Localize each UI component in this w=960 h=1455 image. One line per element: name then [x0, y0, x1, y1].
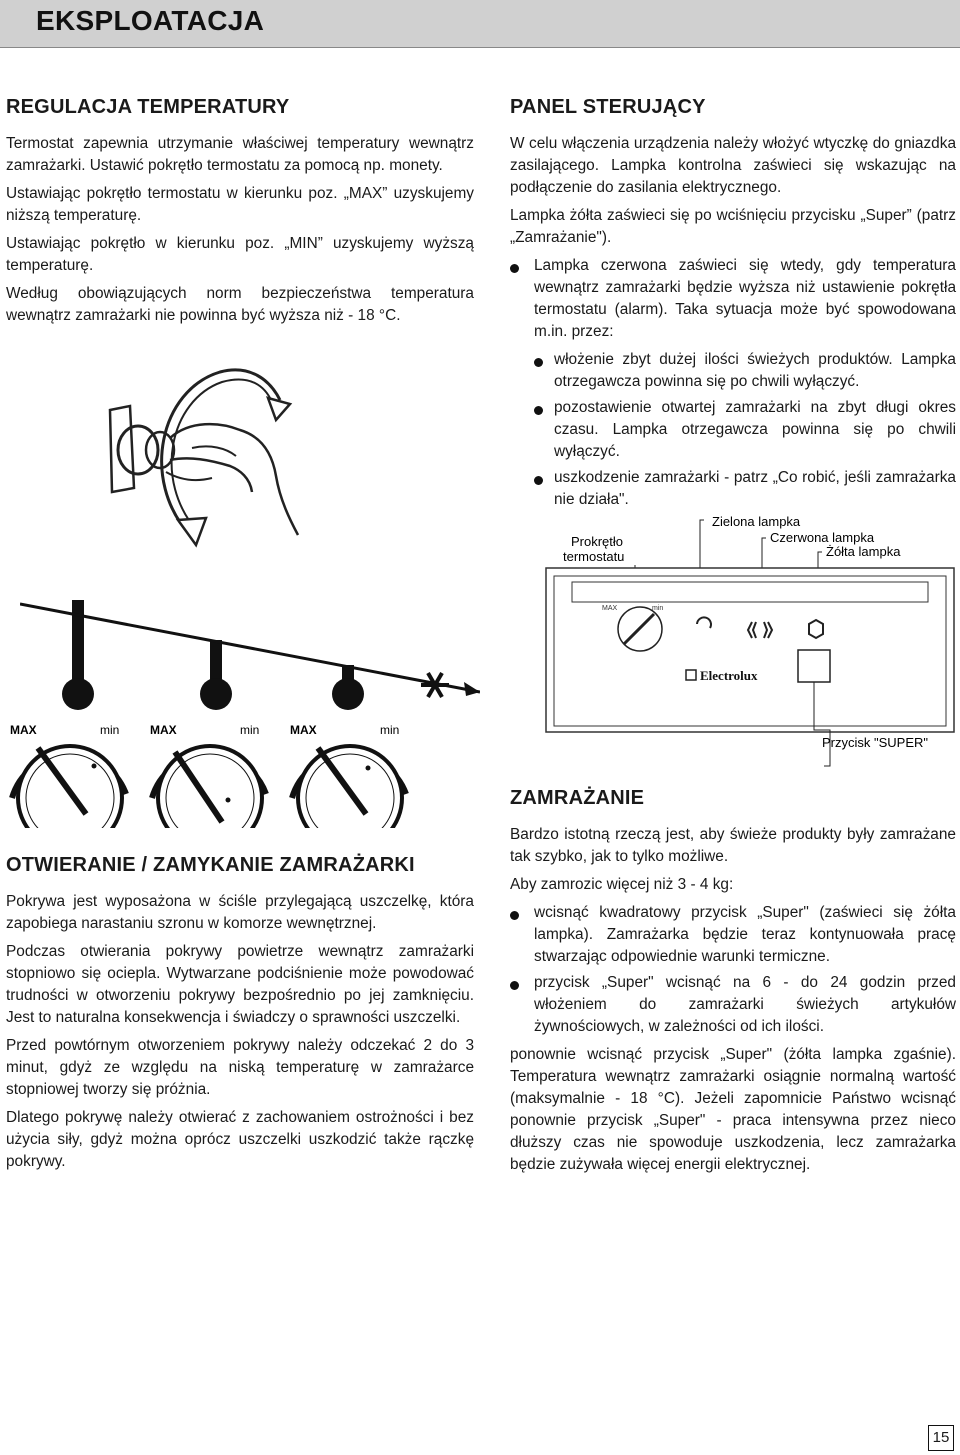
paragraph: W celu włączenia urządzenia należy włożyć wtyczkę do gniazdka zasilającego. Lampka kontrolna zaświeci się wskazując na podłączenie do zasilania elektrycznego.	[510, 135, 956, 196]
section-regulacja	[6, 96, 474, 333]
section-otwieranie	[6, 854, 474, 1179]
list-item: włożenie zbyt dużej ilości świeżych produktów. Lampka otrzegawcza powinna się po chwili wyłączyć.	[554, 349, 956, 393]
snowflake-icon	[421, 673, 449, 697]
label-thermostat: Prokrętło	[571, 534, 624, 549]
thermometer-icon	[200, 640, 232, 710]
paragraph: Dlatego pokrywę należy otwierać z zachowaniem ostrożności i bez użycia siły, gdyż można oprócz uszczelki uszkodzić także rączkę pokrywy.	[6, 1109, 474, 1170]
bullet-list	[510, 902, 956, 1038]
label-yellow-lamp: Żółta lampka	[826, 544, 901, 559]
control-panel-diagram	[540, 510, 960, 780]
thermometer-icon	[332, 665, 364, 710]
svg-text:MAX: MAX	[10, 723, 37, 737]
thermostat-dials	[0, 718, 440, 828]
svg-text:min: min	[100, 723, 120, 737]
paragraph: Bardzo istotną rzeczą jest, aby świeże produkty były zamrażane tak szybko, jak to tylko możliwe.	[510, 826, 956, 865]
svg-text:MAX: MAX	[290, 723, 317, 737]
label-thermostat: termostatu	[563, 549, 625, 564]
section-title: OTWIERANIE / ZAMYKANIE ZAMRAŻARKI	[6, 854, 415, 876]
paragraph: Ustawiając pokrętło termostatu w kierunku poz. „MAX” uzyskujemy niższą temperaturę.	[6, 185, 474, 224]
paragraph: Według obowiązujących norm bezpieczeństwa temperatura wewnątrz zamrażarki nie powinna być wyższa niż - 18 °C.	[6, 285, 474, 324]
list-item: przycisk „Super" wcisnąć na 6 - do 24 godzin przed włożeniem do zamrażarki świeżych artykułów żywnościowych, w zależności od ich ilości.	[510, 972, 956, 1038]
list-item: Lampka czerwona zaświeci się wtedy, gdy temperatura wewnątrz zamrażarki będzie wyższa niż ustawienie pokrętła termostatu (alarm). Taka sytuacja może być spowodowana m.in. przez:	[510, 255, 956, 343]
page-header	[0, 0, 960, 48]
list-item: pozostawienie otwartej zamrażarki na zbyt długi okres czasu. Lampka otrzegawcza powinna się po chwili wyłączyć.	[554, 397, 956, 463]
paragraph: Pokrywa jest wyposażona w ściśle przylegającą uszczelkę, która zapobiega narastaniu szronu w komorze wewnętrznej.	[6, 893, 474, 932]
knob-min-label: min	[652, 605, 664, 612]
paragraph: Lampka żółta zaświeci się po wciśnięciu przycisku „Super” (patrz „Zamrażanie").	[510, 207, 956, 246]
dial-mid	[150, 723, 266, 828]
paragraph: Przed powtórnym otworzeniem pokrywy należy odczekać 2 do 3 minut, gdyż ze względu na niską temperaturę w zamrażarce stopniowej tworzy się próżnia.	[6, 1037, 474, 1098]
list-item: wcisnąć kwadratowy przycisk „Super" (zaświeci się żółta lampka). Zamrażarka będzie teraz kontynuowała pracę stwarzając odpowiednie warunki termiczne.	[510, 902, 956, 968]
super-button[interactable]	[798, 650, 830, 682]
section-zamrazanie	[510, 787, 956, 1182]
svg-text:min: min	[240, 723, 260, 737]
paragraph: Ustawiając pokrętło w kierunku poz. „MIN” uzyskujemy wyższą temperaturę.	[6, 235, 474, 274]
knob-max-label: MAX	[602, 605, 618, 612]
svg-text:min: min	[380, 723, 400, 737]
label-super-button: Przycisk "SUPER"	[822, 735, 929, 750]
paragraph: Termostat zapewnia utrzymanie właściwej temperatury wewnątrz zamrażarki. Ustawić pokrętło termostatu za pomocą np. monety.	[6, 135, 474, 174]
list-item: uszkodzenie zamrażarki - patrz „Co robić, jeśli zamrażarka nie działa".	[554, 467, 956, 511]
page-number: 15	[928, 1425, 954, 1451]
paragraph: Podczas otwierania pokrywy powietrze wewnątrz zamrażarki stopniowo się ociepla. Wytwarzane podciśnienie może powodować trudności w otworzeniu pokrywy bezpośrednio po jej zamknięciu. Jest to naturalna konsekwencja i świadczy o sprawności uszczelki.	[6, 943, 474, 1026]
label-red-lamp: Czerwona lampka	[770, 530, 875, 545]
section-title: PANEL STERUJĄCY	[510, 96, 706, 118]
paragraph: ponownie wcisnąć przycisk „Super" (żółta lampka zgaśnie). Temperatura wewnątrz zamrażarki osiągnie normalną wartość (maksymalnie - 18 °C). Jeżeli zapomnicie Państwo wcisnąć ponownie przycisk „Super" - praca intensywna przez nieco dłuższy czas nie spowoduje uszkodzenia, lecz zamrażarka będzie zużywała więcej energii elektrycznej.	[510, 1046, 956, 1173]
section-panel	[510, 96, 956, 517]
paragraph: Aby zamrozic więcej niż 3 - 4 kg:	[510, 876, 734, 893]
svg-text:MAX: MAX	[150, 723, 177, 737]
dial-min	[290, 723, 406, 828]
section-title: REGULACJA TEMPERATURY	[6, 96, 290, 118]
thermometers-illustration	[20, 600, 480, 720]
page-title: EKSPLOATACJA	[36, 5, 265, 36]
dial-max	[10, 723, 126, 828]
svg-text:Electrolux: Electrolux	[700, 668, 758, 683]
hand-knob-illustration	[100, 360, 310, 550]
section-title: ZAMRAŻANIE	[510, 787, 645, 809]
bullet-list	[510, 255, 956, 343]
label-green-lamp: Zielona lampka	[712, 514, 801, 529]
sub-bullet-list	[510, 349, 956, 511]
